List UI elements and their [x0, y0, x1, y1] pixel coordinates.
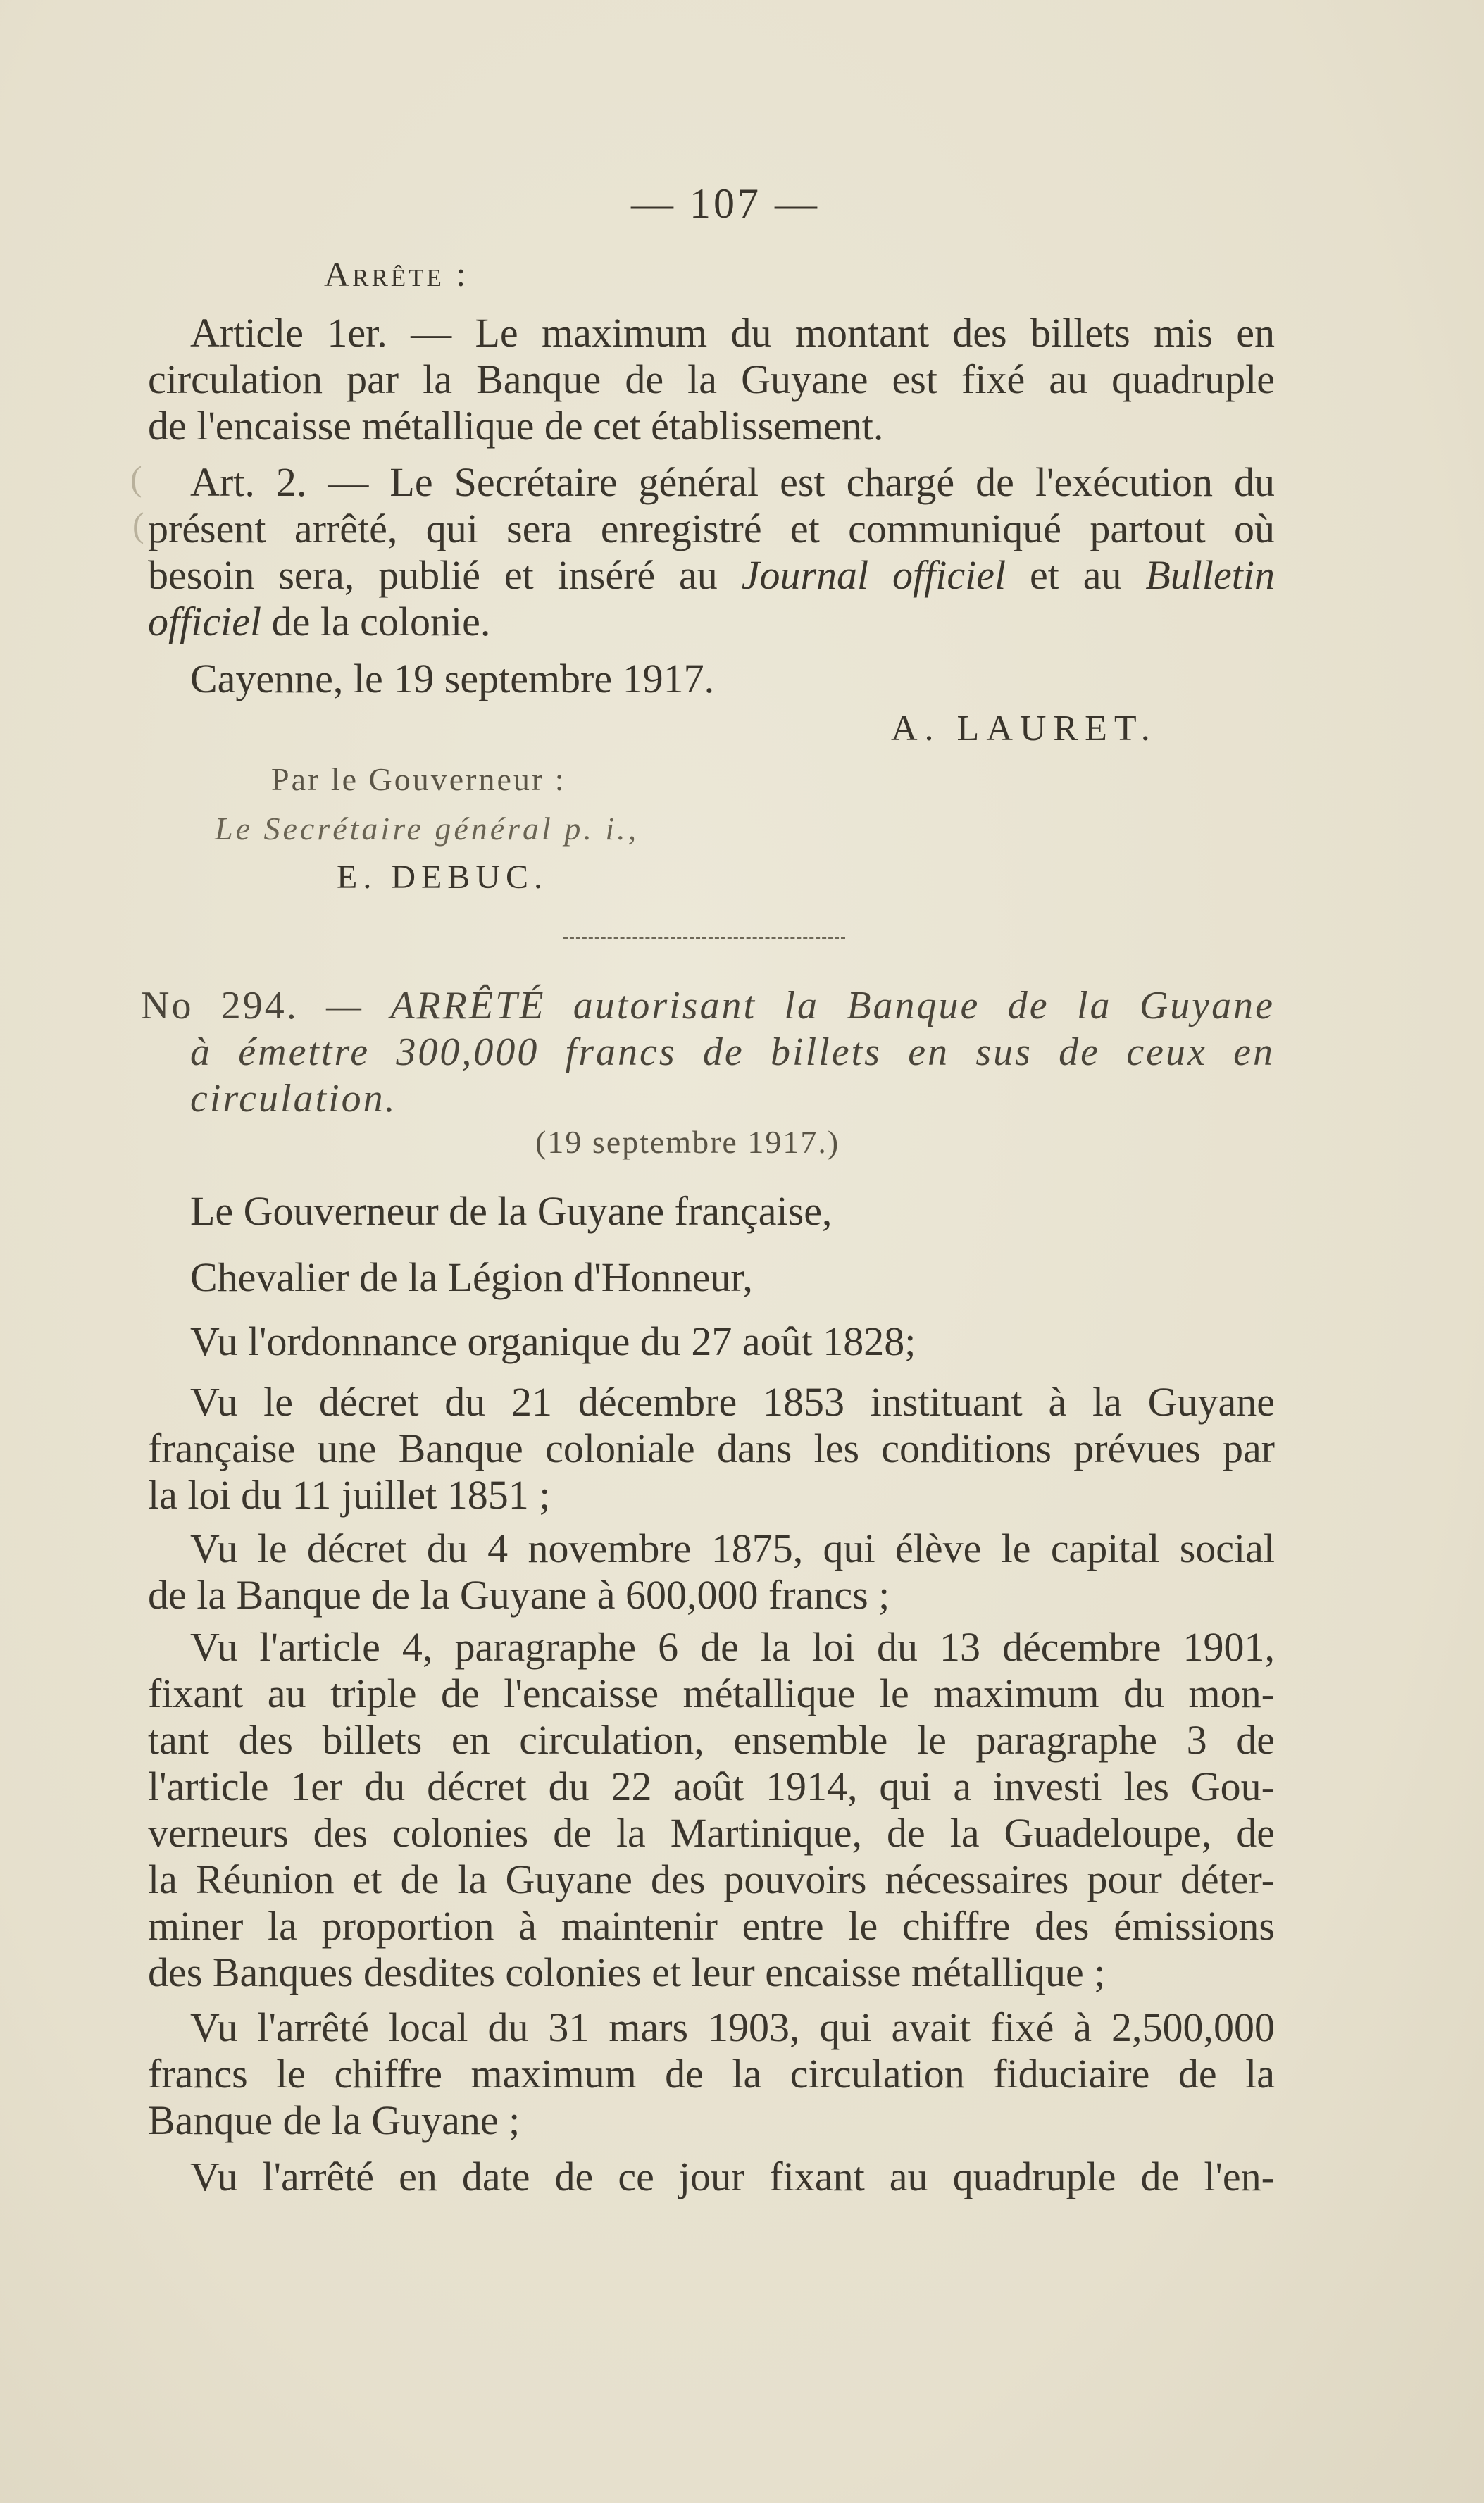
decree-title-line: circulation. — [190, 1077, 397, 1121]
text-line: présent arrêté, qui sera enregistré et communiqué partout où — [148, 506, 1275, 551]
bulletin-ref: Bulletin — [1145, 552, 1276, 598]
arrete-heading: Arrête : — [324, 254, 469, 294]
decree-title-line — [141, 982, 1275, 1029]
text-line: Article 1er. — Le maximum du montant des billets mis en — [190, 310, 1275, 356]
journal-officiel-ref: Journal officiel — [741, 552, 1006, 598]
decree-date: (19 septembre 1917.) — [535, 1124, 840, 1160]
governor-line: Le Gouverneur de la Guyane française, — [190, 1188, 833, 1234]
text-line: Vu le décret du 21 décembre 1853 instituant à la Guyane — [190, 1379, 1275, 1425]
countersignature: E. DEBUC. — [337, 859, 548, 896]
text-line: Vu l'ordonnance organique du 27 août 1828; — [190, 1318, 916, 1364]
text-line: française une Banque coloniale dans les conditions prévues par — [148, 1425, 1275, 1471]
text-line: verneurs des colonies de la Martinique, de la Guadeloupe, de — [148, 1810, 1275, 1856]
text-line: miner la proportion à maintenir entre le chiffre des émissions — [148, 1903, 1275, 1949]
text-line: Vu l'article 4, paragraphe 6 de la loi du 13 décembre 1901, — [190, 1624, 1275, 1670]
officiel-ref: officiel — [148, 599, 262, 644]
section-separator — [563, 937, 845, 939]
text-line: l'article 1er du décret du 22 août 1914, qui a investi les Gou- — [148, 1764, 1275, 1809]
text-run: et au — [1029, 552, 1122, 598]
text-line: circulation par la Banque de la Guyane est fixé au quadruple — [148, 356, 1275, 402]
text-run: de la colonie. — [271, 599, 491, 644]
margin-mark: ( — [132, 505, 144, 544]
text-line: la Réunion et de la Guyane des pouvoirs nécessaires pour déter- — [148, 1856, 1275, 1902]
text-line: francs le chiffre maximum de la circulation fiduciaire de la — [148, 2051, 1275, 2097]
text-line: de l'encaisse métallique de cet établissement. — [148, 403, 884, 449]
chevalier-line: Chevalier de la Légion d'Honneur, — [190, 1254, 753, 1300]
signature: A. LAURET. — [891, 709, 1157, 749]
text-line: la loi du 11 juillet 1851 ; — [148, 1472, 551, 1518]
text-line: de la Banque de la Guyane à 600,000 francs ; — [148, 1572, 890, 1618]
text-line: Banque de la Guyane ; — [148, 2097, 520, 2143]
text-line: Vu l'arrêté en date de ce jour fixant au quadruple de l'en- — [190, 2154, 1275, 2199]
page-number: — 107 — — [631, 180, 820, 227]
text-run: besoin sera, publié et inséré au — [148, 552, 718, 598]
decree-number: No 294. — [141, 984, 299, 1028]
text-line: des Banques desdites colonies et leur encaisse métallique ; — [148, 1949, 1106, 1995]
secretaire-general: Le Secrétaire général p. i., — [215, 811, 640, 847]
text-line: fixant au triple de l'encaisse métallique le maximum du mon- — [148, 1671, 1275, 1716]
text-line: tant des billets en circulation, ensemble le paragraphe 3 de — [148, 1717, 1275, 1763]
margin-mark: ( — [130, 458, 142, 498]
decree-title-line: à émettre 300,000 francs de billets en sus de ceux en — [190, 1030, 1275, 1074]
text-line — [148, 552, 1275, 599]
decree-title-run: — ARRÊTÉ autorisant la Banque de la Guyane — [326, 984, 1275, 1028]
text-line: Vu le décret du 4 novembre 1875, qui élève le capital social — [190, 1525, 1275, 1571]
text-line: Art. 2. — Le Secrétaire général est chargé de l'exécution du — [190, 459, 1275, 505]
par-le-gouverneur: Par le Gouverneur : — [271, 761, 566, 797]
text-line — [148, 599, 1275, 645]
text-line: Vu l'arrêté local du 31 mars 1903, qui avait fixé à 2,500,000 — [190, 2004, 1275, 2050]
place-date: Cayenne, le 19 septembre 1917. — [190, 656, 715, 701]
